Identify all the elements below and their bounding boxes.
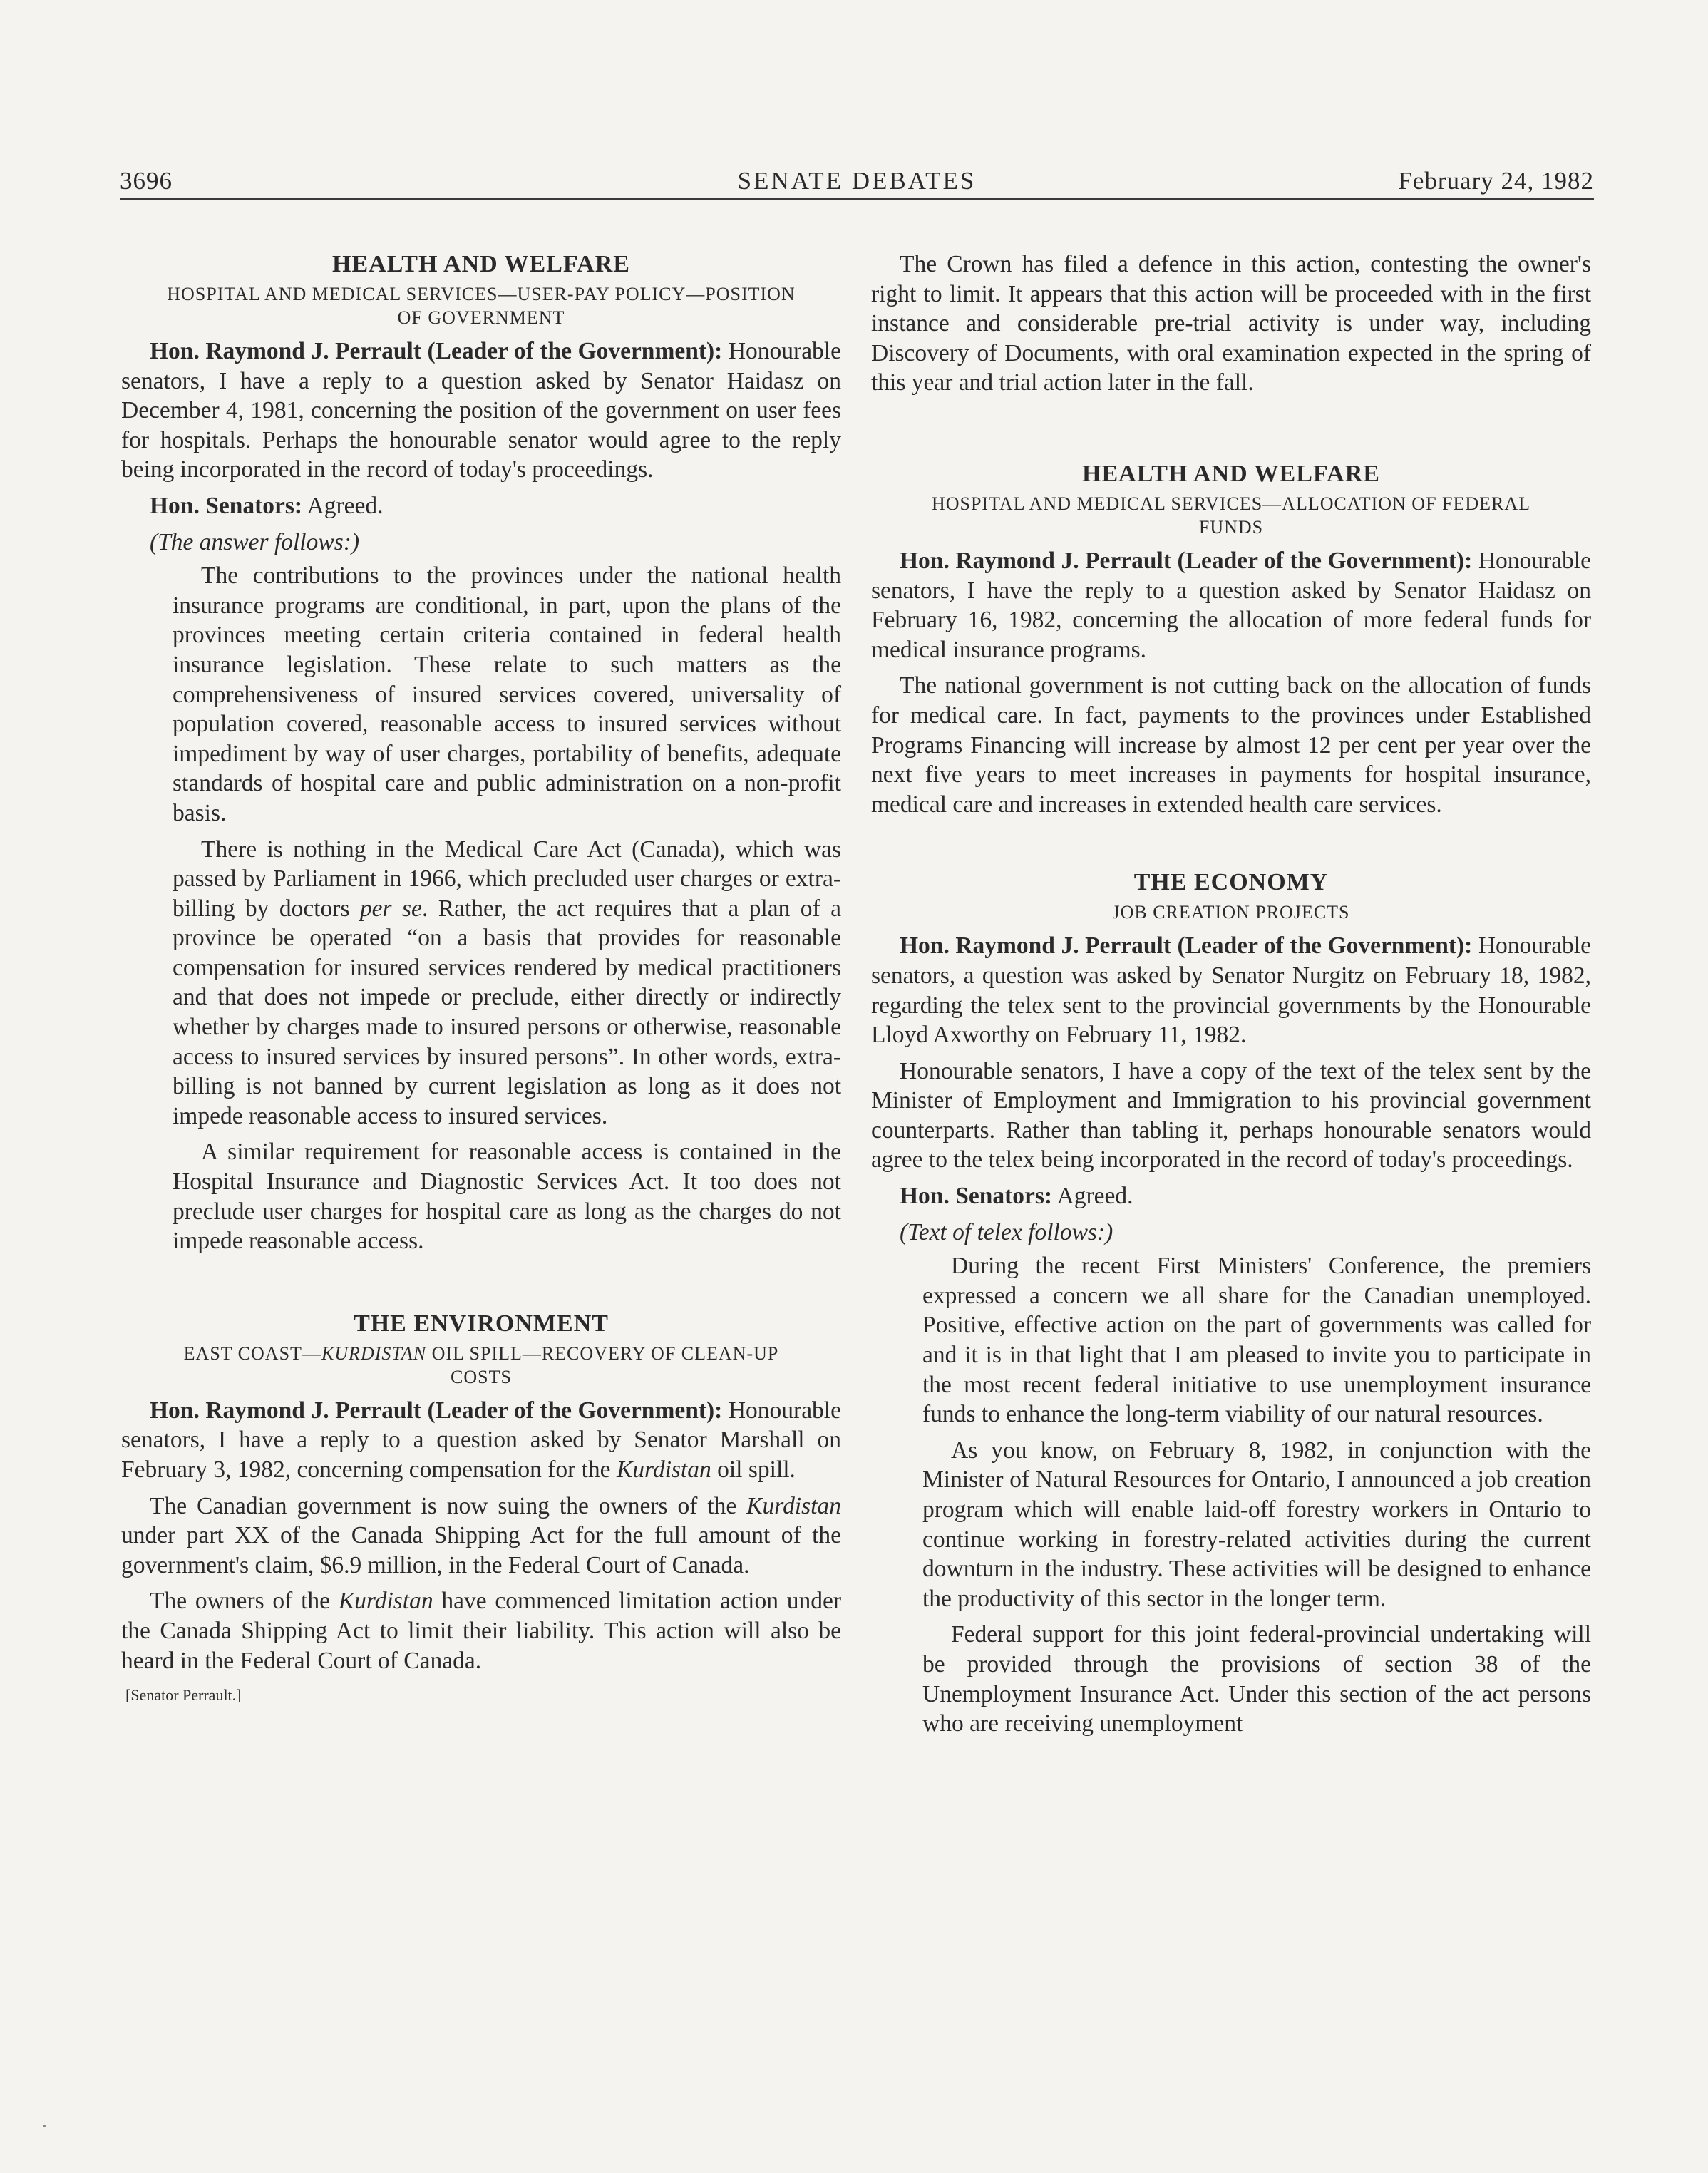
- section-subheading: HOSPITAL AND MEDICAL SERVICES—USER-PAY POLICY—POSITION OF GOVERNMENT: [167, 284, 796, 328]
- paragraph: The Crown has filed a defence in this action, contesting the owner's right to limit. It appears that this action will be proceeded with in the first instance and considerable pre-trial activity is under way, including Discovery of Documents, with oral examination expected in the spring of this year and trial action later in the fall.: [871, 251, 1591, 396]
- paragraph: The contributions to the provinces under the national health insurance programs are conditional, in part, upon the plans of the provinces meeting certain criteria contained in federal health insurance legislation. These relate to such matters as the comprehensiveness of insured services covered, universality of population covered, reasonable access to insured services without impediment by way of user charges, portability of benefits, adequate standards of hospital care and public administration on a non-profit basis.: [173, 562, 841, 826]
- paragraph: [121, 1586, 841, 1675]
- page-number: 3696: [120, 167, 173, 195]
- emphasis: Kurdistan: [338, 1588, 433, 1615]
- paragraph-text: Agreed.: [307, 492, 384, 519]
- paragraph: [871, 931, 1591, 1049]
- paragraph: [121, 337, 841, 485]
- section-heading: HEALTH AND WELFARE: [332, 251, 630, 277]
- page-date: February 24, 1982: [1398, 167, 1594, 195]
- subheading-text: EAST COAST—: [183, 1342, 321, 1364]
- paragraph-text: The owners of the: [150, 1588, 339, 1615]
- section-heading: THE ENVIRONMENT: [354, 1310, 609, 1337]
- footer-attribution: [Senator Perrault.]: [125, 1686, 242, 1705]
- subheading-emphasis: KURDISTAN: [321, 1342, 427, 1364]
- paragraph-text: . Rather, the act requires that a plan of a province be operated “on a basis that provides for reasonable compensation for insured services rendered by medical practitioners and that does not impede or preclude, either directly or indirectly whether by charges made to insured persons or otherwise, reasonable access to insured services by insured persons”. In other words, extra-billing is not banned by current legislation as long as it does not impede reasonable access to insured services.: [173, 895, 842, 1129]
- section-heading: HEALTH AND WELFARE: [1082, 460, 1380, 487]
- paragraph: The national government is not cutting back on the allocation of funds for medical care. In fact, payments to the provinces under Established Programs Financing will increase by almost 12 per cent per year over the next five years to meet increases in payments for hospital insurance, medical care and increases in extended health care services.: [871, 672, 1591, 818]
- speaker-name: Hon. Raymond J. Perrault (Leader of the Government):: [150, 1397, 723, 1424]
- paragraph: During the recent First Ministers' Conference, the premiers expressed a concern we all share for the Canadian unemployed. Positive, effective action on the part of governments was called for and it is in that light that I am pleased to invite you to participate in the most recent federal initiative to use unemployment insurance funds to enhance the long-term viability of our natural resources.: [922, 1253, 1591, 1428]
- paragraph: [871, 1181, 1591, 1211]
- speaker-name: Hon. Raymond J. Perrault (Leader of the Government):: [900, 547, 1473, 574]
- paragraph-text: have commenced limitation action under the Canada Shipping Act to limit their liability. This action will also be heard in the Federal Court of Canada.: [121, 1588, 842, 1674]
- section-heading: THE ECONOMY: [1133, 869, 1329, 896]
- paragraph-text: oil spill.: [711, 1457, 796, 1483]
- speaker-name: Hon. Senators:: [150, 492, 303, 519]
- paragraph: Federal support for this joint federal-provincial undertaking will be provided through the provisions of section 38 of the Unemployment Insurance Act. Under this section of the act persons who are receiving unemployment: [922, 1621, 1591, 1737]
- paragraph: A similar requirement for reasonable access is contained in the Hospital Insurance and Diagnostic Services Act. It too does not preclude user charges for hospital care as long as the charges do not impede reasonable access.: [173, 1139, 841, 1255]
- section-subheading: JOB CREATION PROJECTS: [1112, 902, 1350, 923]
- section-subheading: [164, 1342, 798, 1389]
- paragraph: [121, 835, 841, 1131]
- right-column: [871, 250, 1591, 1739]
- paragraph: [121, 491, 841, 521]
- emphasis: Kurdistan: [746, 1492, 841, 1519]
- paragraph: [871, 546, 1591, 664]
- paragraph: [121, 1491, 841, 1581]
- scan-speck: [43, 2125, 46, 2127]
- speaker-name: Hon. Raymond J. Perrault (Leader of the Government):: [900, 933, 1473, 960]
- paragraph-text: under part XX of the Canada Shipping Act for the full amount of the government's claim, $6.9 million, in the Federal Court of Canada.: [121, 1522, 841, 1578]
- emphasis: Kurdistan: [616, 1457, 711, 1483]
- answer-block: [121, 561, 841, 1256]
- telex-block: [871, 1251, 1591, 1739]
- paragraph: Honourable senators, I have a copy of the text of the telex sent by the Minister of Employment and Immigration to his provincial government counterparts. Rather than tabling it, perhaps honourable senators would agree to the telex being incorporated in the record of today's proceedings.: [871, 1057, 1591, 1173]
- editorial-note: (The answer follows:): [150, 528, 360, 555]
- paragraph-text: Honourable senators, I have a reply to a question asked by Senator Haidasz on December 4, 1981, concerning the position of the government on user fees for hospitals. Perhaps the honourable senator would agree to the reply being incorporated in the record of today's proceedings.: [121, 338, 841, 483]
- paragraph: [121, 1396, 841, 1485]
- speaker-name: Hon. Raymond J. Perrault (Leader of the Government):: [150, 338, 723, 364]
- paragraph-text: Honourable senators, I have a reply to a question asked by Senator Marshall on February 3, 1982, concerning compensation for the: [121, 1397, 841, 1483]
- paragraph-text: Honourable senators, a question was asked by Senator Nurgitz on February 18, 1982, regarding the telex sent to the provincial governments by the Honourable Lloyd Axworthy on February 11, 1982.: [871, 933, 1591, 1049]
- subheading-text: OIL SPILL—RECOVERY OF CLEAN-UP COSTS: [426, 1342, 779, 1387]
- paragraph-text: There is nothing in the Medical Care Act (Canada), which was passed by Parliament in 1966, which precluded user charges or extra-billing by doctors: [173, 836, 841, 922]
- paragraph-text: Honourable senators, I have the reply to a question asked by Senator Haidasz on February 16, 1982, concerning the allocation of more federal funds for medical insurance programs.: [871, 547, 1591, 663]
- paragraph-text: Agreed.: [1056, 1183, 1133, 1210]
- emphasis: per se: [359, 895, 422, 922]
- publication-title: SENATE DEBATES: [737, 167, 977, 195]
- paragraph: As you know, on February 8, 1982, in conjunction with the Minister of Natural Resources for Ontario, I announced a job creation program which will enable laid-off forestry workers in Ontario to continue working in forestry-related activities during the current downturn in the industry. These activities will be designed to enhance the productivity of this sector in the longer term.: [922, 1437, 1591, 1612]
- editorial-note: (Text of telex follows:): [900, 1218, 1113, 1245]
- section-subheading: HOSPITAL AND MEDICAL SERVICES—ALLOCATION OF FEDERAL FUNDS: [931, 493, 1531, 538]
- speaker-name: Hon. Senators:: [900, 1183, 1053, 1210]
- paragraph-text: The Canadian government is now suing the owners of the: [150, 1492, 747, 1519]
- page-header: [120, 163, 1594, 200]
- left-column: [121, 250, 841, 1705]
